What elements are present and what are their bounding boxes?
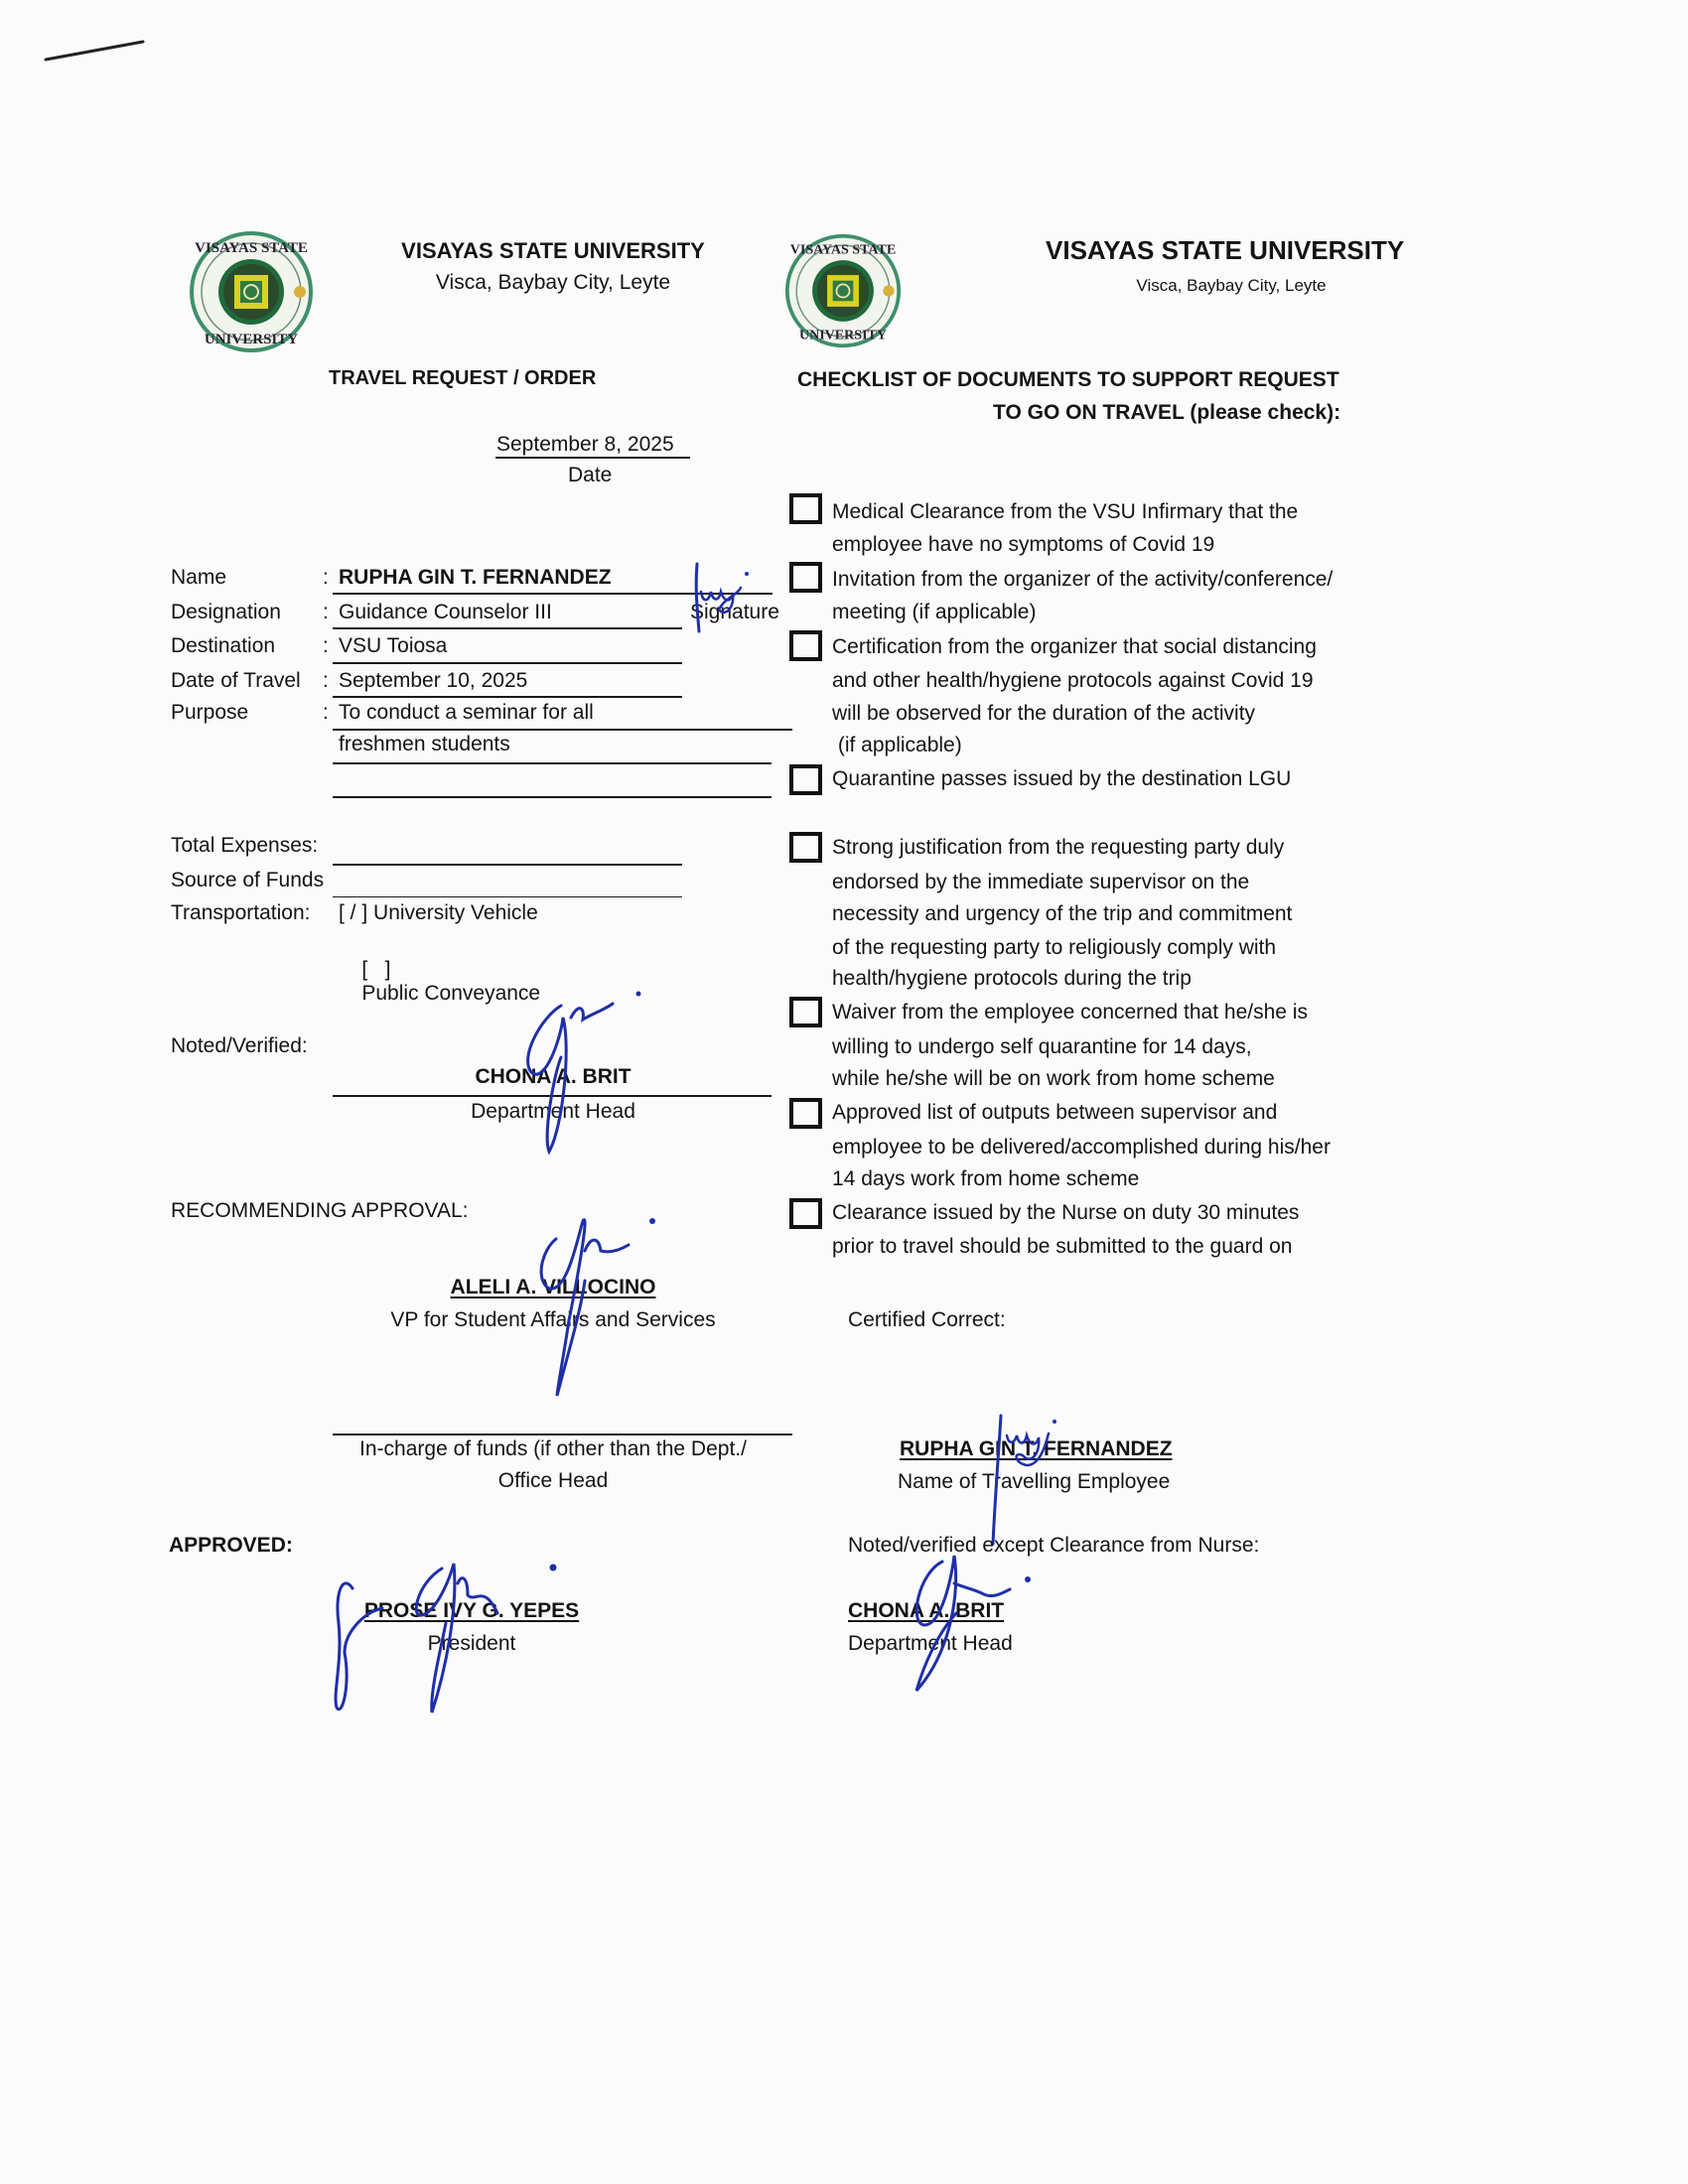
total-expenses-label: Total Expenses: <box>171 834 319 857</box>
checklist-checkbox-quarantine-passes[interactable] <box>789 764 822 795</box>
checklist-checkbox-approved-outputs[interactable] <box>789 1098 822 1129</box>
designation-label: Designation <box>171 601 281 623</box>
checklist-text: (if applicable) <box>832 734 962 756</box>
checklist-text: Waiver from the employee concerned that he/she is <box>832 1001 1308 1024</box>
signature-label: Signature <box>690 601 779 623</box>
noted-verified-signature-line <box>333 1095 772 1097</box>
checklist-text: Approved list of outputs between supervisor and <box>832 1101 1278 1124</box>
noted-except-label: Noted/verified except Clearance from Nurse: <box>848 1534 1260 1557</box>
destination-underline <box>333 662 682 664</box>
purpose-value-line2[interactable]: freshmen students <box>339 733 510 755</box>
funds-signature-line <box>333 1433 792 1435</box>
checklist-checkbox-nurse-clearance[interactable] <box>789 1198 822 1229</box>
source-of-funds-label: Source of Funds <box>171 869 325 891</box>
checklist-checkbox-waiver[interactable] <box>789 997 822 1027</box>
purpose-colon: : <box>323 701 329 724</box>
noted-verified-name: CHONA A. BRIT <box>475 1065 632 1088</box>
transport-public-conveyance-mark[interactable]: [ ] <box>361 958 391 981</box>
signature-aleli-villocino <box>511 1201 670 1400</box>
request-date-label: Date <box>568 464 613 486</box>
transportation-label: Transportation: <box>171 901 311 924</box>
checklist-text: employee to be delivered/accomplished during his/her <box>832 1136 1331 1159</box>
name-label: Name <box>171 566 227 589</box>
date-of-travel-value[interactable]: September 10, 2025 <box>339 669 528 692</box>
transport-university-vehicle-label: University Vehicle <box>373 901 538 924</box>
checklist-text: health/hygiene protocols during the trip <box>832 967 1192 990</box>
svg-text:VISAYAS STATE: VISAYAS STATE <box>789 241 897 258</box>
approved-label: APPROVED: <box>169 1534 293 1557</box>
checklist-text: endorsed by the immediate supervisor on the <box>832 871 1250 893</box>
vsu-seal-logo-left <box>189 230 314 353</box>
recommending-title: VP for Student Affairs and Services <box>390 1308 716 1331</box>
purpose-value-line1[interactable]: To conduct a seminar for all <box>339 701 594 724</box>
university-name-right: VISAYAS STATE UNIVERSITY <box>1046 235 1405 265</box>
noted-except-title: Department Head <box>848 1632 1013 1655</box>
transport-public-conveyance-label: Public Conveyance <box>361 982 541 1005</box>
checklist-title-line2: TO GO ON TRAVEL (please check): <box>993 401 1341 424</box>
request-date-underline <box>495 457 690 459</box>
purpose-underline-3 <box>333 796 772 798</box>
name-value[interactable]: RUPHA GIN T. FERNANDEZ <box>339 566 612 589</box>
name-colon: : <box>323 566 329 589</box>
checklist-checkbox-medical-clearance[interactable] <box>789 493 822 524</box>
checklist-text: Quarantine passes issued by the destination LGU <box>832 767 1292 790</box>
funds-title-line1: In-charge of funds (if other than the Dept./ <box>359 1437 747 1460</box>
name-underline <box>333 593 773 595</box>
checklist-text: meeting (if applicable) <box>832 601 1037 623</box>
vsu-seal-logo-right <box>784 232 902 349</box>
checklist-text: 14 days work from home scheme <box>832 1167 1140 1190</box>
checklist-text: employee have no symptoms of Covid 19 <box>832 533 1215 556</box>
university-name-left: VISAYAS STATE UNIVERSITY <box>401 238 705 263</box>
checklist-text: while he/she will be on work from home scheme <box>832 1067 1275 1090</box>
destination-colon: : <box>323 634 329 657</box>
signature-rupha-fernandez-1 <box>685 558 765 637</box>
certified-name: RUPHA GIN T. FERNANDEZ <box>900 1437 1173 1460</box>
checklist-text: and other health/hygiene protocols against Covid 19 <box>832 669 1314 692</box>
svg-text:UNIVERSITY: UNIVERSITY <box>204 332 299 347</box>
checklist-text: willing to undergo self quarantine for 14 days, <box>832 1035 1252 1058</box>
designation-colon: : <box>323 601 329 623</box>
checklist-text: necessity and urgency of the trip and commitment <box>832 902 1293 925</box>
funds-title-line2: Office Head <box>497 1469 609 1492</box>
university-address-left: Visca, Baybay City, Leyte <box>435 271 671 294</box>
purpose-underline-2 <box>333 762 772 764</box>
form-title: TRAVEL REQUEST / ORDER <box>329 367 597 389</box>
checklist-text: Medical Clearance from the VSU Infirmary that the <box>832 500 1299 523</box>
request-date-value: September 8, 2025 <box>496 433 674 456</box>
checklist-text: Strong justification from the requesting party duly <box>832 836 1285 859</box>
noted-except-name: CHONA A. BRIT <box>848 1599 1005 1622</box>
designation-value[interactable]: Guidance Counselor III <box>339 601 552 623</box>
checklist-checkbox-certification[interactable] <box>789 630 822 661</box>
checklist-checkbox-strong-justification[interactable] <box>789 832 822 863</box>
certified-correct-label: Certified Correct: <box>848 1308 1006 1331</box>
approved-name: PROSE IVY G. YEPES <box>363 1599 580 1622</box>
destination-value[interactable]: VSU Toiosa <box>339 634 448 657</box>
checklist-text: Certification from the organizer that social distancing <box>832 635 1317 658</box>
svg-text:UNIVERSITY: UNIVERSITY <box>798 327 888 343</box>
noted-verified-label: Noted/Verified: <box>171 1034 308 1057</box>
date-of-travel-label: Date of Travel <box>171 669 301 692</box>
certified-title: Name of Travelling Employee <box>898 1470 1171 1493</box>
recommending-approval-label: RECOMMENDING APPROVAL: <box>171 1199 469 1222</box>
approved-title: President <box>427 1632 516 1655</box>
purpose-label: Purpose <box>171 701 249 724</box>
transport-option-public-conveyance[interactable] <box>339 934 540 1029</box>
checklist-text: Clearance issued by the Nurse on duty 30 minutes <box>832 1201 1300 1224</box>
destination-label: Destination <box>171 634 276 657</box>
date-of-travel-colon: : <box>323 669 329 692</box>
svg-text:VISAYAS STATE: VISAYAS STATE <box>195 240 308 256</box>
purpose-underline-1 <box>333 729 792 731</box>
checklist-text: Invitation from the organizer of the activity/conference/ <box>832 568 1334 591</box>
source-of-funds-underline <box>333 896 682 897</box>
transport-option-university-vehicle[interactable] <box>339 901 538 925</box>
pen-mark <box>44 38 147 64</box>
recommending-name: ALELI A. VILLOCINO <box>450 1276 656 1298</box>
total-expenses-underline <box>333 864 682 866</box>
designation-underline <box>333 627 682 629</box>
noted-verified-title: Department Head <box>471 1100 635 1123</box>
transport-university-vehicle-mark[interactable]: [ / ] <box>339 901 368 924</box>
checklist-text: will be observed for the duration of the activity <box>832 702 1256 725</box>
checklist-text: prior to travel should be submitted to the guard on <box>832 1235 1293 1258</box>
checklist-title-line1: CHECKLIST OF DOCUMENTS TO SUPPORT REQUEST <box>797 368 1339 391</box>
university-address-right: Visca, Baybay City, Leyte <box>1136 276 1327 295</box>
checklist-text: of the requesting party to religiously comply with <box>832 936 1277 959</box>
date-of-travel-underline <box>333 696 682 698</box>
checklist-checkbox-invitation[interactable] <box>789 562 822 593</box>
